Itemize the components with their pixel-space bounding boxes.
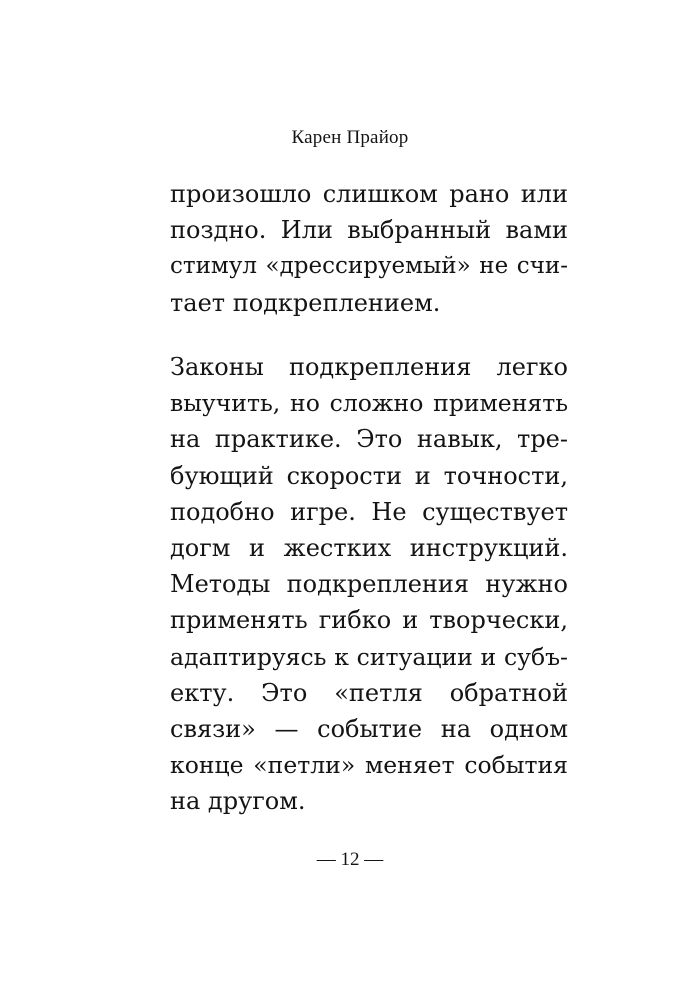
text-line: поздно. Или выбранный вами — [170, 216, 568, 245]
paragraph-1 — [170, 176, 568, 321]
text-line: догм и жестких инструкций. — [170, 533, 568, 562]
text-line: Законы подкрепления легко — [170, 353, 568, 381]
text-line: бующий скорости и точности, — [170, 461, 568, 490]
running-header-author: Карен Прайор — [291, 127, 409, 148]
text-line: адаптируясь к ситуации и субъ- — [170, 642, 568, 671]
text-line: конце «петли» меняет события — [170, 751, 568, 780]
text-line: применять гибко и творчески, — [170, 606, 568, 635]
text-line: на другом. — [170, 787, 306, 816]
text-line: Методы подкрепления нужно — [170, 570, 568, 599]
text-line: тает подкреплением. — [170, 288, 441, 317]
text-line: выучить, но сложно применять — [170, 389, 568, 418]
text-line: связи» — событие на одном — [170, 714, 568, 743]
text-line: екту. Это «петля обратной — [170, 678, 568, 707]
text-line: подобно игре. Не существует — [170, 497, 568, 526]
paragraph-2 — [170, 349, 568, 819]
text-line: на практике. Это навык, тре- — [170, 425, 568, 454]
page-number: — 12 — — [316, 849, 384, 870]
text-line: произошло слишком рано или — [170, 180, 568, 208]
text-line: стимул «дрессируемый» не счи- — [170, 253, 568, 280]
